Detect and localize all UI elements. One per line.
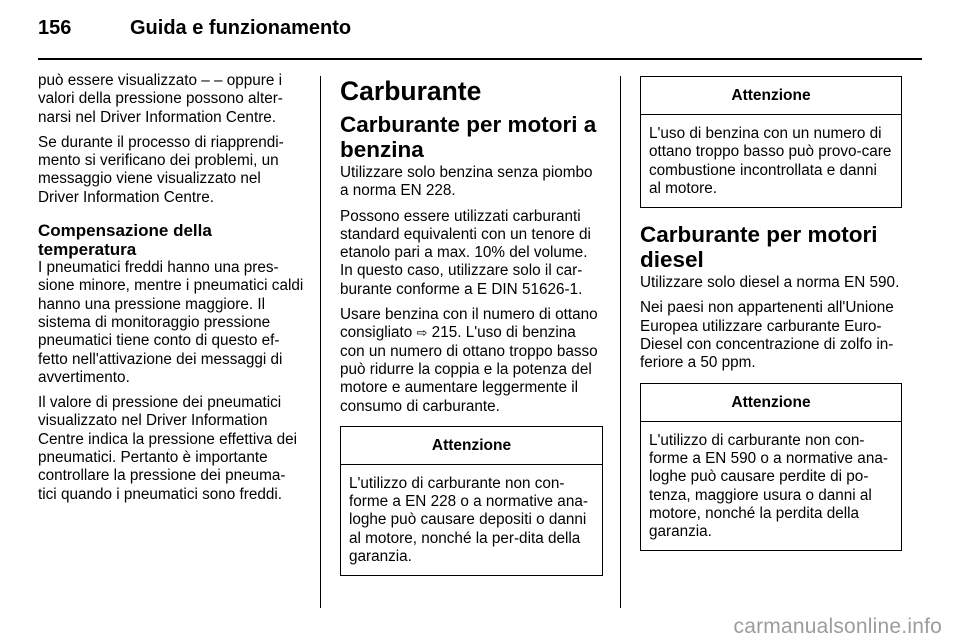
- section-heading-temperature: Compensazione della temperatura: [38, 221, 212, 260]
- page-reference-arrow-icon: ⇨: [416, 325, 428, 341]
- paragraph: I pneumatici freddi hanno una pres-sione minore, mentre i pneumatici caldi hanno una pressione maggiore. Il sistema di monitoraggio pressione pneumatici tiene conto di questo ef-fetto nell'attivazione dei messaggi di avvertimento.: [38, 259, 304, 386]
- paragraph: Utilizzare solo diesel a norma EN 590.: [640, 274, 900, 292]
- page-header: [38, 16, 922, 40]
- paragraph-text: 215. L'uso di benzina con un numero di ottano troppo basso può ridurre la coppia e la potenza del motore e aumentare leggermente il consumo di carburante.: [340, 324, 598, 415]
- paragraph: Possono essere utilizzati carburanti standard equivalenti con un tenore di etanolo pari a max. 10% del volume. In questo caso, utilizzare solo il car-burante conforme a E DIN 51626-1.: [340, 207, 591, 298]
- column-divider-1: [320, 76, 321, 608]
- column-divider-2: [620, 76, 621, 608]
- paragraph: Nei paesi non appartenenti all'Unione Europea utilizzare carburante Euro-Diesel con concentrazione di zolfo in-feriore a 50 ppm.: [640, 299, 894, 372]
- section-heading-diesel: Carburante per motori diesel: [640, 222, 878, 273]
- column-middle: [340, 76, 603, 576]
- paragraph: Il valore di pressione dei pneumatici visualizzato nel Driver Information Centre indica la pressione effettiva dei pneumatici. Pertanto è importante controllare la pressione dei pneuma-tici quando i pneumatici sono freddi.: [38, 394, 298, 503]
- chapter-title: Carburante: [340, 76, 482, 106]
- warning-text: L'utilizzo di carburante non con-forme a EN 590 o a normative ana-loghe può causare perdite di po-tenza, maggiore usura o danni al motore, nonché la perdita della garanzia.: [649, 431, 888, 541]
- paragraph-octane: [340, 306, 603, 416]
- section-heading-petrol: Carburante per motori a benzina: [340, 112, 597, 162]
- paragraph-text: Usare benzina con il numero di ottano consigliato: [340, 306, 598, 342]
- page-number: 156: [38, 17, 72, 39]
- column-left: [38, 72, 304, 511]
- warning-text: L'utilizzo di carburante non con-forme a EN 228 o a normative ana-loghe può causare depositi o danni al motore, nonché la per-dita della garanzia.: [349, 474, 588, 566]
- warning-heading: Attenzione: [641, 384, 901, 422]
- warning-heading: Attenzione: [641, 77, 901, 115]
- warning-box: [640, 76, 902, 208]
- warning-heading: Attenzione: [341, 427, 602, 465]
- watermark: carmanualsonline.info: [733, 615, 942, 638]
- warning-box: [640, 383, 902, 552]
- warning-box: [340, 426, 603, 576]
- paragraph: può essere visualizzato – – oppure i valori della pressione possono alter-narsi nel Driver Information Centre.: [38, 72, 283, 126]
- column-right: [640, 76, 902, 551]
- paragraph: Utilizzare solo benzina senza piombo a norma EN 228.: [340, 164, 593, 200]
- warning-text: L'uso di benzina con un numero di ottano troppo basso può provo-care combustione incontrollata e danni al motore.: [649, 125, 892, 197]
- paragraph: Se durante il processo di riapprendi-mento si verificano dei problemi, un messaggio viene visualizzato nel Driver Information Centre.: [38, 133, 284, 206]
- page-title: Guida e funzionamento: [130, 17, 352, 39]
- header-divider: [38, 58, 922, 60]
